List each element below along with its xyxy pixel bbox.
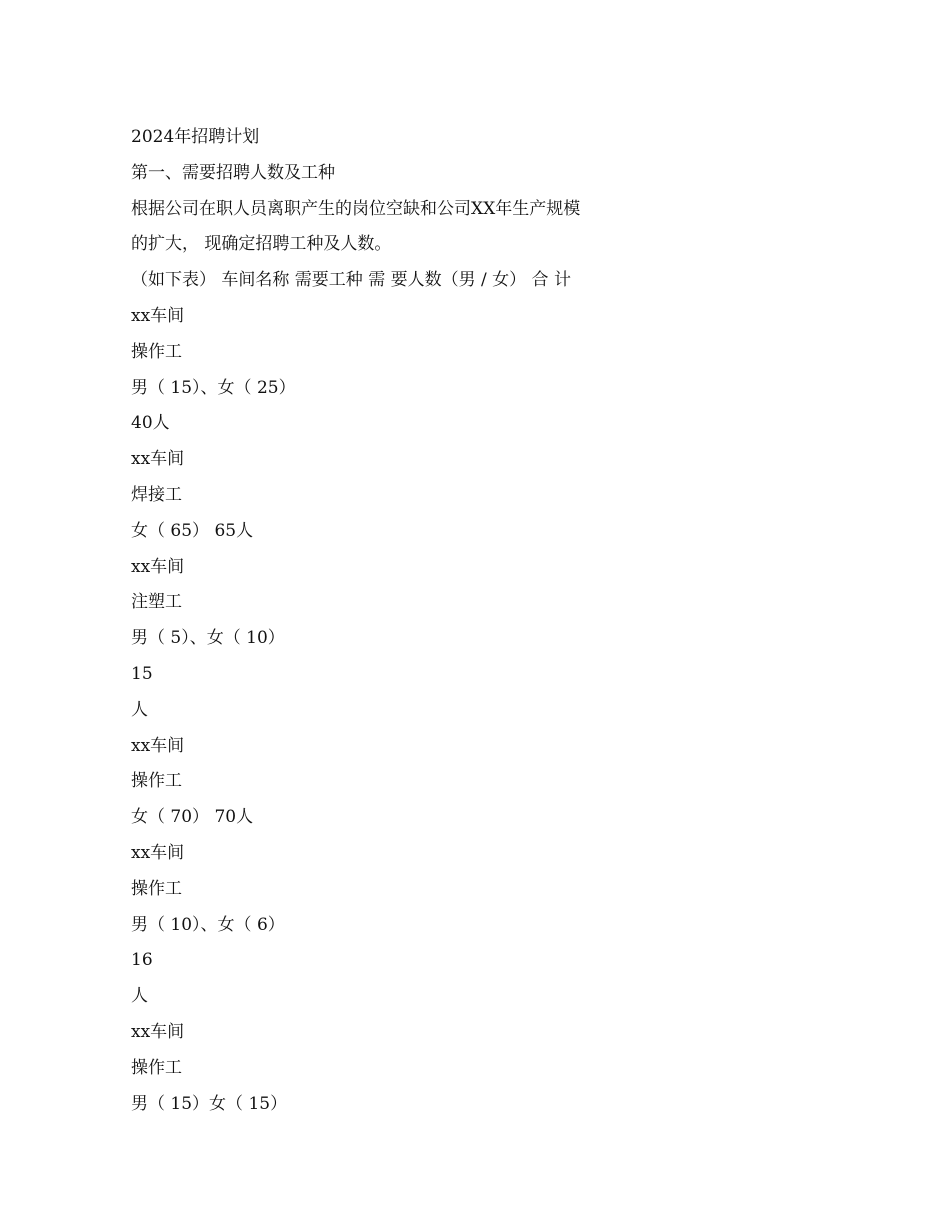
headcount-by-gender: 男（ 15）女（ 15） — [131, 1093, 288, 1114]
headcount-total: 15 — [131, 663, 153, 684]
document-title: 2024年招聘计划 — [131, 127, 260, 147]
job-type: 操作工 — [131, 341, 182, 362]
headcount-total: 40人 — [131, 413, 170, 434]
headcount-by-gender: 女（ 70） 70人 — [131, 807, 254, 828]
paragraph-line: 的扩大， 现确定招聘工种及人数。 — [131, 234, 392, 255]
workshop-name: xx车间 — [131, 305, 185, 326]
headcount-by-gender: 女（ 65） 65人 — [131, 520, 254, 541]
workshop-name: xx车间 — [131, 1021, 185, 1042]
table-header-line: （如下表） 车间名称 需要工种 需 要人数（男 / 女） 合 计 — [131, 270, 571, 291]
job-type: 注塑工 — [131, 592, 182, 613]
job-type: 焊接工 — [131, 484, 182, 505]
document-body — [131, 120, 831, 1122]
headcount-by-gender: 男（ 5）、女（ 10） — [131, 628, 285, 649]
paragraph-line: 根据公司在职人员离职产生的岗位空缺和公司XX年生产规模 — [131, 198, 581, 219]
headcount-by-gender: 男（ 10）、女（ 6） — [131, 914, 285, 935]
headcount-by-gender: 男（ 15）、女（ 25） — [131, 377, 296, 398]
workshop-name: xx车间 — [131, 842, 185, 863]
headcount-total: 16 — [131, 950, 153, 971]
workshop-name: xx车间 — [131, 556, 185, 577]
job-type: 操作工 — [131, 771, 182, 792]
workshop-name: xx车间 — [131, 735, 185, 756]
headcount-unit: 人 — [131, 986, 148, 1007]
job-type: 操作工 — [131, 1057, 182, 1078]
headcount-unit: 人 — [131, 699, 148, 720]
workshop-name: xx车间 — [131, 449, 185, 470]
job-type: 操作工 — [131, 878, 182, 899]
section-heading: 第一、需要招聘人数及工种 — [131, 162, 335, 183]
